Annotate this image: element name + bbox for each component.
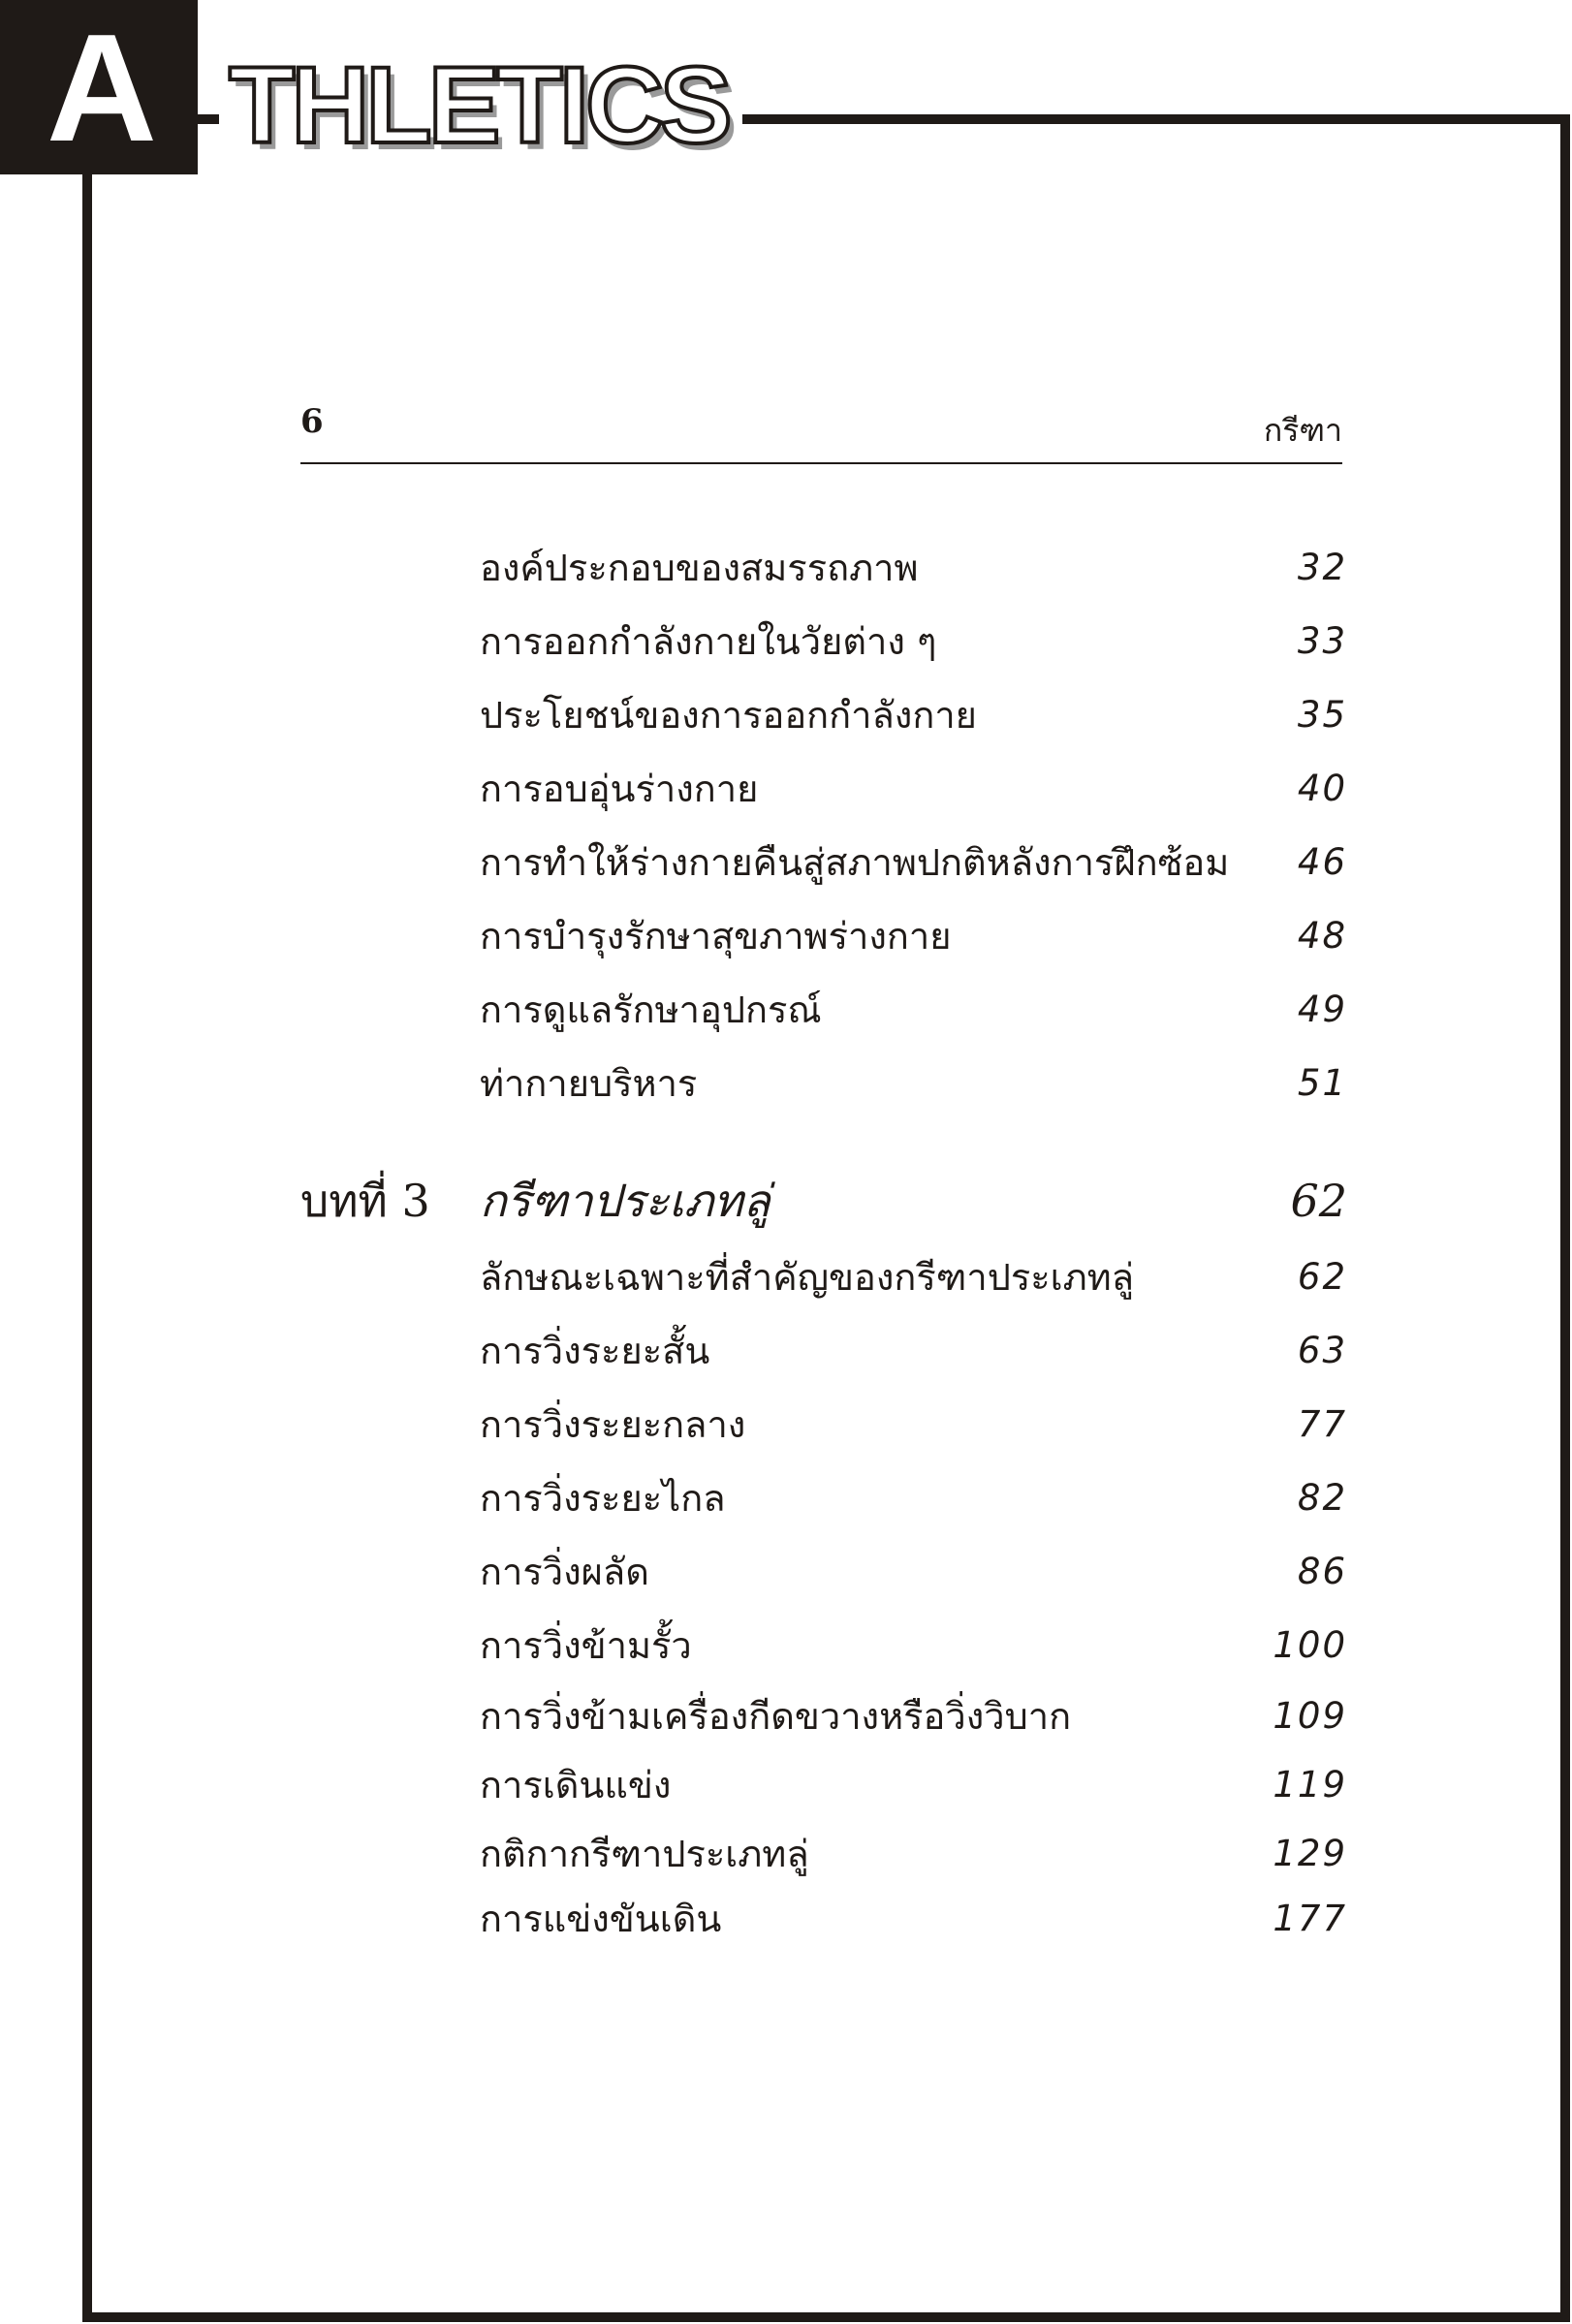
- running-title: กรีฑา: [1263, 413, 1342, 448]
- chapter-title: กรีฑาประเภทลู่: [480, 1175, 770, 1227]
- toc-entry: [480, 1545, 1347, 1599]
- toc-entry-page: 86: [1297, 1551, 1347, 1592]
- toc-entry-title: การทำให้ร่างกายคืนสู่สภาพปกติหลังการฝึกซ้อม: [480, 841, 1230, 884]
- toc-entry-title: การดูแลรักษาอุปกรณ์: [480, 989, 822, 1031]
- toc-entry: [480, 983, 1347, 1037]
- logo-letter-box: [0, 0, 198, 174]
- toc-entry-title: การบำรุงรักษาสุขภาพร่างกาย: [480, 915, 952, 958]
- toc-entry-page: 35: [1297, 694, 1347, 736]
- toc-entry-page: 100: [1273, 1624, 1347, 1666]
- toc-entry-title: กติกากรีฑาประเภทลู่: [480, 1833, 809, 1875]
- chapter-label: บทที่ 3: [300, 1175, 430, 1227]
- toc-entry-page: 51: [1297, 1062, 1347, 1104]
- toc-entry-title: องค์ประกอบของสมรรถภาพ: [480, 547, 919, 589]
- toc-entry-page: 33: [1297, 620, 1347, 662]
- toc-entry-page: 63: [1297, 1330, 1347, 1371]
- chapter-page: 62: [1290, 1175, 1347, 1227]
- toc-entry-title: ท่ากายบริหาร: [480, 1062, 698, 1105]
- running-header: [300, 402, 1342, 464]
- toc-entry: [480, 614, 1347, 669]
- toc-entry-page: 40: [1297, 768, 1347, 809]
- toc-entry-title: ลักษณะเฉพาะที่สำคัญของกรีฑาประเภทลู่: [480, 1256, 1135, 1299]
- toc-entry: [480, 909, 1347, 963]
- toc-entry-page: 49: [1297, 989, 1347, 1030]
- toc-entry: [480, 1689, 1347, 1743]
- toc-entry-title: การแข่งขันเดิน: [480, 1898, 722, 1940]
- toc-entry-title: การวิ่งระยะสั้น: [480, 1330, 710, 1372]
- toc-entry-page: 62: [1297, 1256, 1347, 1298]
- toc-entry: [480, 541, 1347, 595]
- toc-entry-title: การวิ่งระยะกลาง: [480, 1403, 746, 1446]
- page-number: 6: [300, 402, 324, 441]
- toc-entry-page: 119: [1273, 1764, 1347, 1806]
- toc-entry: [480, 1758, 1347, 1812]
- toc-entry: [480, 1324, 1347, 1378]
- toc-entry-page: 77: [1297, 1403, 1347, 1445]
- toc-entry-page: 177: [1273, 1898, 1347, 1939]
- toc-entry: [480, 1618, 1347, 1673]
- toc-entry: [480, 1250, 1347, 1304]
- toc-entry: [480, 1056, 1347, 1111]
- toc-entry: [480, 1892, 1347, 1946]
- toc-entry-title: การวิ่งระยะไกล: [480, 1477, 726, 1520]
- toc-entry-title: การอบอุ่นร่างกาย: [480, 768, 759, 810]
- toc-entry-page: 82: [1297, 1477, 1347, 1519]
- toc-entry: [480, 1471, 1347, 1525]
- toc-entry: [480, 1827, 1347, 1881]
- chapter-heading: [300, 1171, 1347, 1231]
- toc-entry-title: การวิ่งข้ามเครื่องกีดขวางหรือวิ่งวิบาก: [480, 1695, 1072, 1738]
- toc-entry: [480, 1398, 1347, 1452]
- toc-entry: [480, 762, 1347, 816]
- toc-entry-title: การวิ่งข้ามรั้ว: [480, 1624, 692, 1667]
- toc-entry: [480, 688, 1347, 742]
- toc-entry-page: 46: [1297, 841, 1347, 883]
- toc-entry-title: การวิ่งผลัด: [480, 1551, 649, 1593]
- logo-first-letter: A: [46, 3, 158, 173]
- toc-entry-title: การเดินแข่ง: [480, 1764, 672, 1806]
- toc-entry-page: 32: [1297, 547, 1347, 588]
- toc-entry-page: 129: [1273, 1833, 1347, 1874]
- toc-entry-title: การออกกำลังกายในวัยต่าง ๆ: [480, 620, 937, 663]
- toc-entry: [480, 835, 1347, 890]
- toc-entry-page: 48: [1297, 915, 1347, 957]
- toc-entry-title: ประโยชน์ของการออกกำลังกาย: [480, 694, 977, 737]
- logo-word: THLETICS: [219, 43, 742, 169]
- toc-entry-page: 109: [1273, 1695, 1347, 1737]
